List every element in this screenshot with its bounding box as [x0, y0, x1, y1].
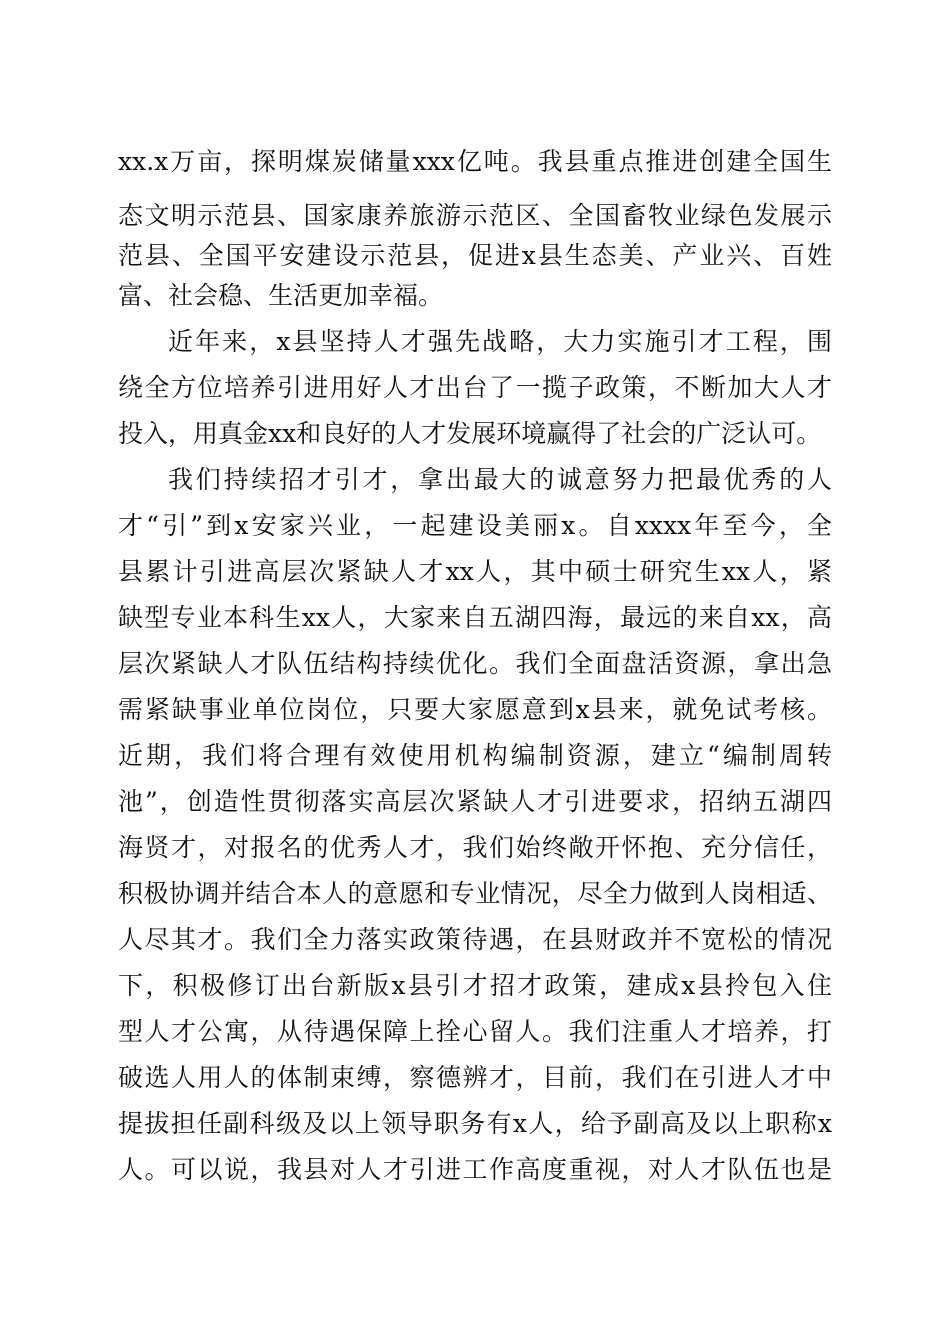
text-line: xx.x万亩，探明煤炭储量xxx亿吨。我县重点推进创建全国生 [118, 147, 832, 176]
text-line: 下，积极修订出台新版x县引才招才政策，建成x县拎包入住 [118, 971, 832, 1000]
text-line: 破选人用人的体制束缚，察德辨才，目前，我们在引进人才中 [118, 1063, 832, 1092]
text-line: 绕全方位培养引进用好人才出台了一揽子政策，不断加大人才 [118, 373, 832, 402]
text-line: 需紧缺事业单位岗位，只要大家愿意到x县来，就免试考核。 [118, 695, 832, 724]
text-line: 县累计引进高层次紧缺人才xx人，其中硕士研究生xx人，紧 [118, 557, 832, 586]
paragraph-start-line: 近年来，x县坚持人才强先战略，大力实施引才工程，围 [168, 327, 832, 356]
text-line: 提拔担任副科级及以上领导职务有x人，给予副高及以上职称x [118, 1109, 832, 1138]
text-line: 投入，用真金xx和良好的人才发展环境赢得了社会的广泛认可。 [118, 419, 822, 448]
text-line: 人尽其才。我们全力落实政策待遇，在县财政并不宽松的情况 [118, 925, 832, 954]
text-line: 才“引”到x安家兴业，一起建设美丽x。自xxxx年至今，全 [118, 511, 832, 540]
text-line: 海贤才，对报名的优秀人才，我们始终敞开怀抱、充分信任， [118, 833, 832, 862]
text-line: 范县、全国平安建设示范县，促进x县生态美、产业兴、百姓 [118, 241, 832, 270]
text-line: 人。可以说，我县对人才引进工作高度重视，对人才队伍也是 [118, 1155, 832, 1184]
text-line: 层次紧缺人才队伍结构持续优化。我们全面盘活资源，拿出急 [118, 649, 832, 678]
text-line: 富、社会稳、生活更加幸福。 [118, 281, 444, 310]
text-line: 积极协调并结合本人的意愿和专业情况，尽全力做到人岗相适、 [118, 879, 832, 908]
text-line: 近期，我们将合理有效使用机构编制资源，建立“编制周转 [118, 741, 832, 770]
text-line: 型人才公寓，从待遇保障上拴心留人。我们注重人才培养，打 [118, 1017, 832, 1046]
text-line: 池”，创造性贯彻落实高层次紧缺人才引进要求，招纳五湖四 [118, 787, 832, 816]
text-line: 态文明示范县、国家康养旅游示范区、全国畜牧业绿色发展示 [118, 201, 832, 230]
text-line: 缺型专业本科生xx人，大家来自五湖四海，最远的来自xx，高 [118, 603, 832, 632]
paragraph-start-line: 我们持续招才引才，拿出最大的诚意努力把最优秀的人 [168, 465, 832, 494]
